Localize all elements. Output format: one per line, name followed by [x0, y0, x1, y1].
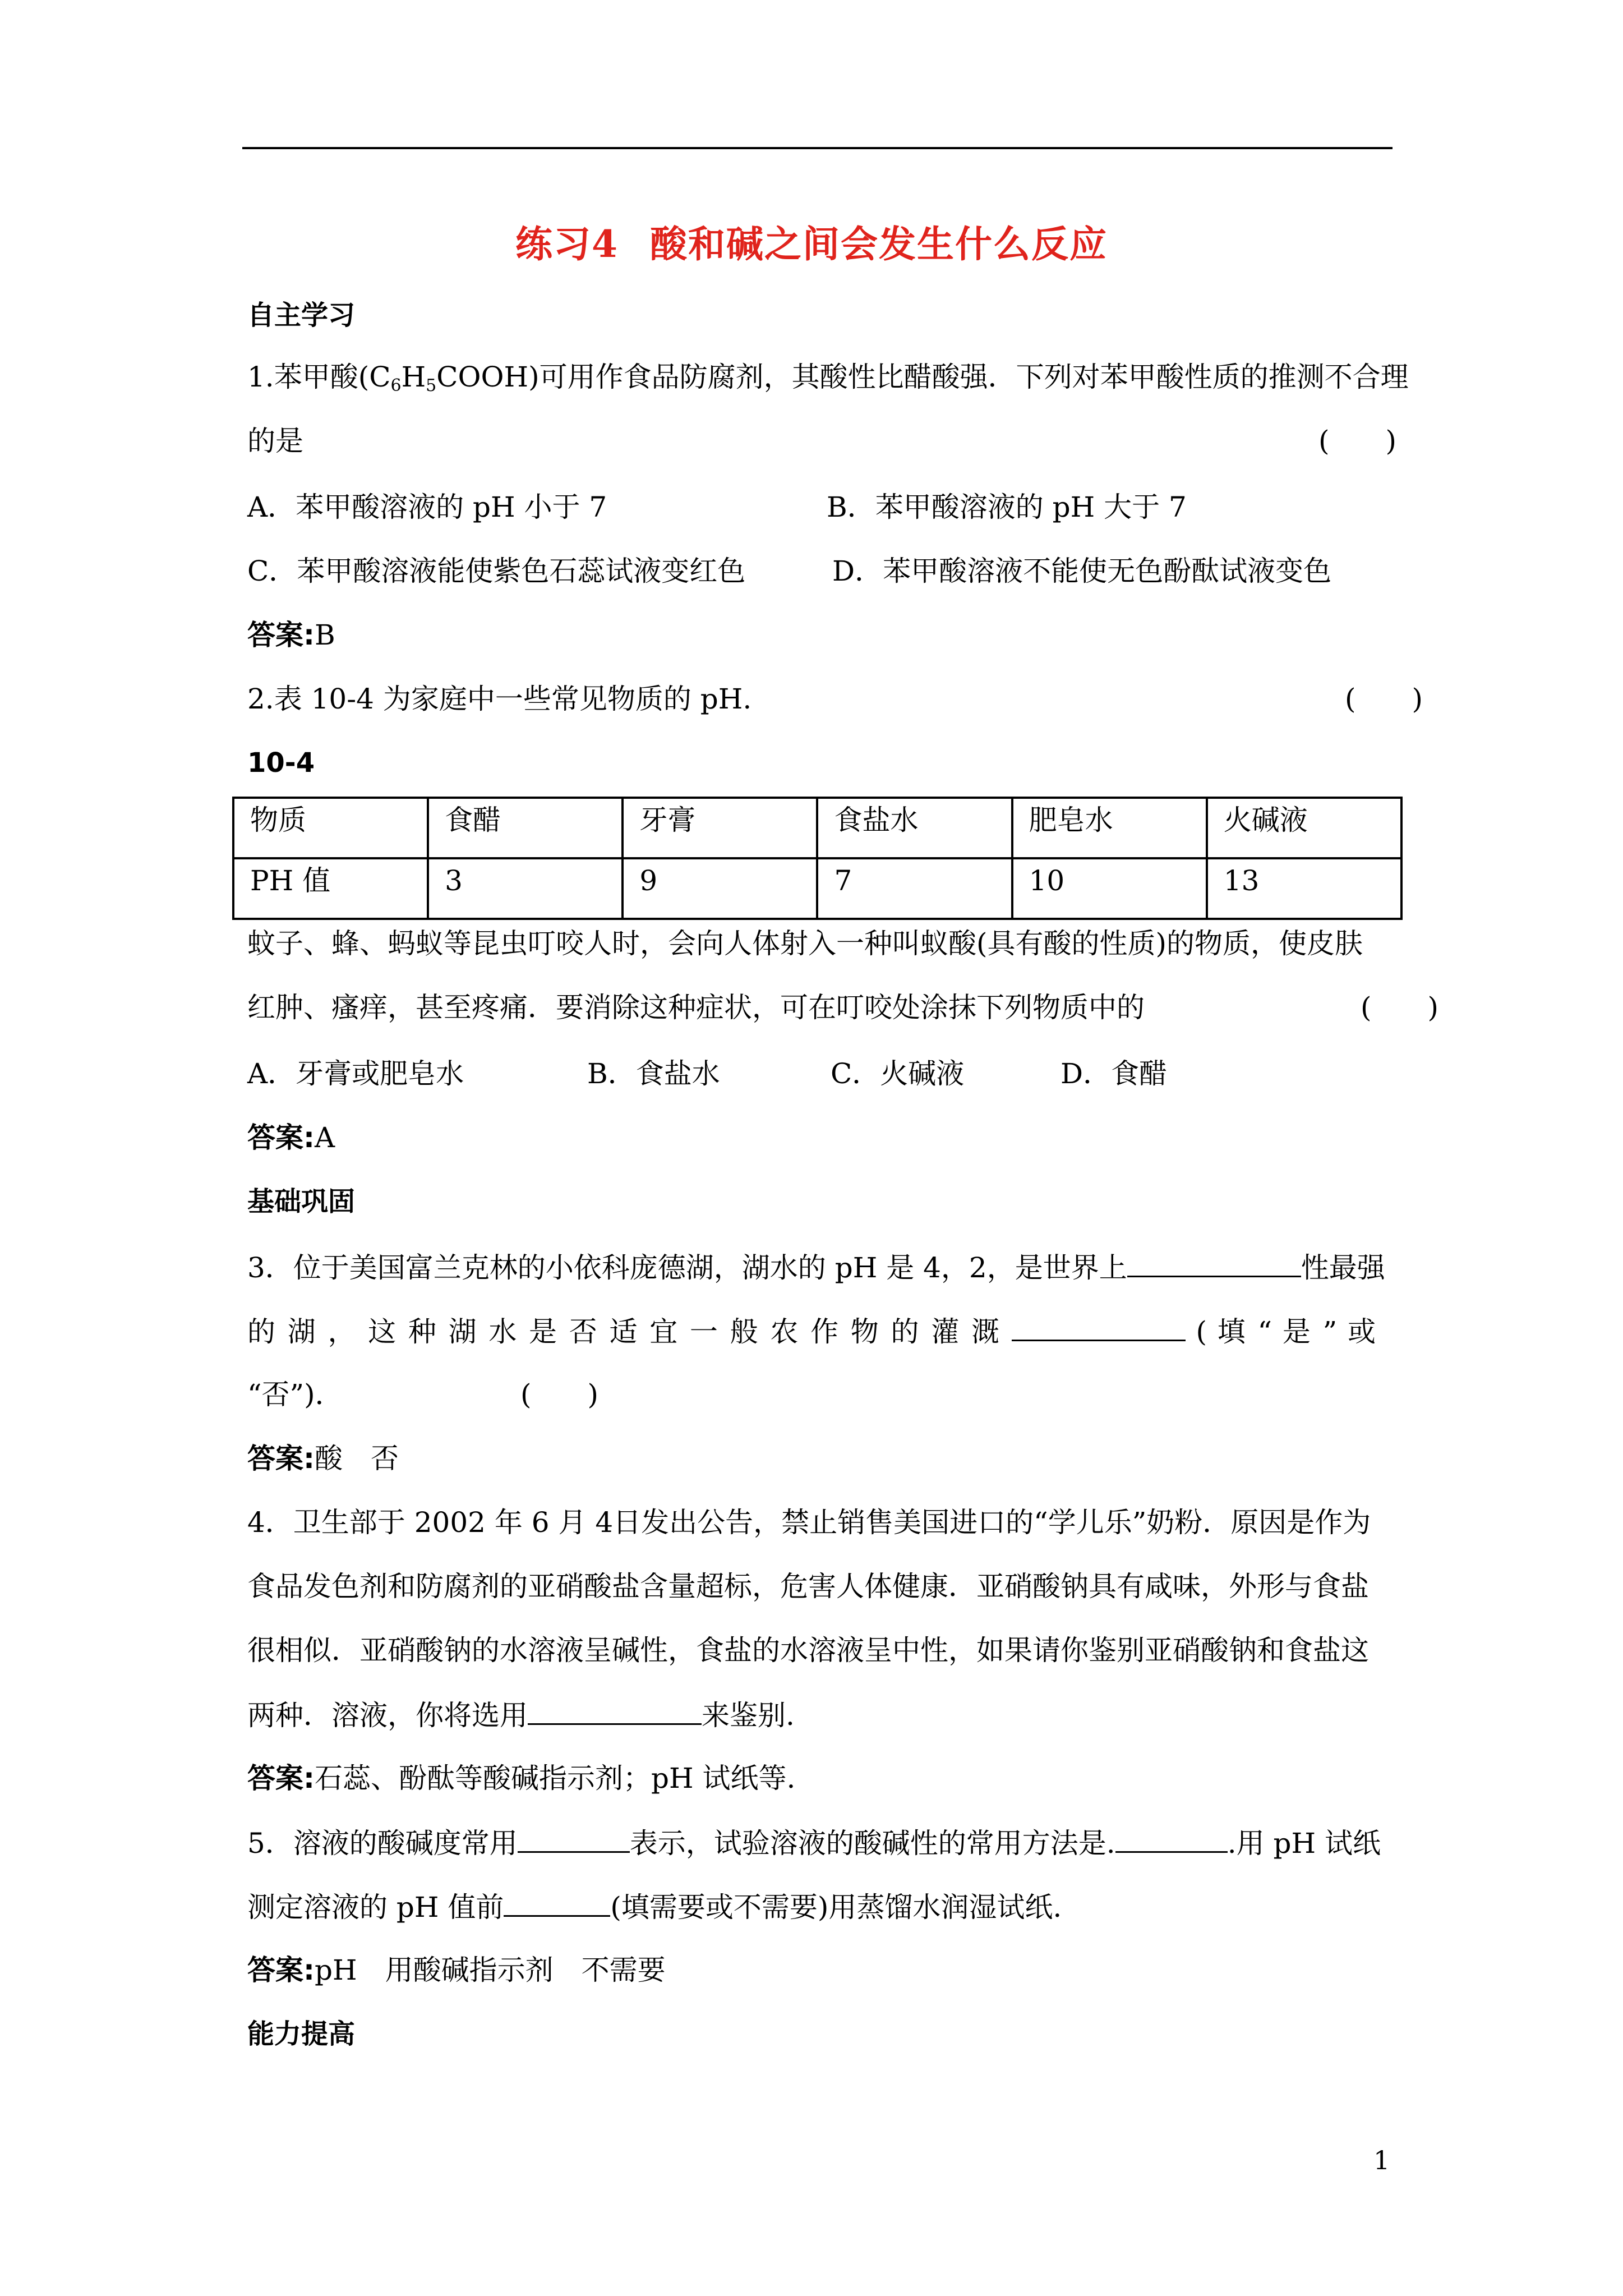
header-rule: [242, 147, 1393, 149]
table-row: [233, 798, 1401, 858]
page-number: 1: [1373, 2145, 1390, 2175]
table-cell: 火碱液: [1207, 798, 1401, 858]
table-cell: 物质: [233, 798, 428, 858]
q2-option-a: A．牙膏或肥皂水: [247, 1057, 464, 1090]
q5-line2: 测定溶液的 pH 值前 (填需要或不需要)用蒸馏水润湿试纸.: [247, 1889, 1062, 1924]
q4-line1: 4．卫生部于 2002 年 6 月 4日发出公告，禁止销售美国进口的“学儿乐”奶粉．原因是作为: [247, 1506, 1371, 1539]
table-caption: 10-4: [247, 747, 315, 779]
table-cell: 食盐水: [817, 798, 1012, 858]
q3-blank-1[interactable]: [1127, 1250, 1301, 1277]
ph-table: [232, 797, 1403, 920]
title-prefix: 练习4: [515, 222, 619, 266]
q5-line1: 5．溶液的酸碱度常用 表示，试验溶液的酸碱性的常用方法是. .用 pH 试纸: [247, 1825, 1381, 1860]
q1-line1: 1.苯甲酸$(C_6H_5COOH)$可用作食品防腐剂，其酸性比醋酸强．下列对苯甲酸性质的推测不合理: [247, 361, 1409, 395]
q2-option-b: B．食盐水: [587, 1057, 720, 1090]
q1-option-b: B．苯甲酸溶液的 pH 大于 7: [827, 491, 1187, 523]
section-heading-basics: 基础巩固: [247, 1186, 356, 1217]
q1-option-c: C．苯甲酸溶液能使紫色石蕊试液变红色: [247, 555, 746, 587]
q4-line4: 两种．溶液，你将选用 来鉴别.: [247, 1697, 795, 1732]
q3-answer-parentheses: ( ): [520, 1378, 599, 1411]
title-main: 酸和碱之间会发生什么反应: [649, 222, 1108, 266]
q1-option-a: A．苯甲酸溶液的 pH 小于 7: [247, 491, 607, 523]
q3-line3: “否”)．: [247, 1378, 343, 1411]
q1-answer: 答案:B: [247, 619, 335, 651]
q5-blank-1[interactable]: [518, 1825, 630, 1853]
q2-line3: 红肿、瘙痒，甚至疼痛．要消除这种症状，可在叮咬处涂抹下列物质中的: [247, 991, 1145, 1024]
q3-blank-2[interactable]: [1012, 1314, 1186, 1341]
q5-blank-3[interactable]: [504, 1889, 610, 1917]
q4-line2: 食品发色剂和防腐剂的亚硝酸盐含量超标，危害人体健康．亚硝酸钠具有咸味，外形与食盐: [247, 1570, 1369, 1603]
q1-line2: 的是: [247, 425, 303, 457]
q5-answer: 答案:pH 用酸碱指示剂 不需要: [247, 1954, 666, 1986]
q1-option-d: D．苯甲酸溶液不能使无色酚酞试液变色: [832, 555, 1332, 587]
q2-answer-parentheses-1: ( ): [1345, 683, 1423, 715]
q2-line2: 蚊子、蜂、蚂蚁等昆虫叮咬人时，会向人体射入一种叫蚁酸(具有酸的性质)的物质，使皮肤: [247, 927, 1363, 960]
q4-line3: 很相似．亚硝酸钠的水溶液呈碱性，食盐的水溶液呈中性，如果请你鉴别亚硝酸钠和食盐这: [247, 1634, 1369, 1667]
table-cell: 食醋: [428, 798, 623, 858]
table-cell: 7: [817, 858, 1012, 919]
section-heading-self-study: 自主学习: [247, 300, 356, 331]
q2-line1: 2.表 10-4 为家庭中一些常见物质的 pH.: [247, 683, 752, 715]
q1-answer-parentheses: ( ): [1318, 425, 1397, 457]
table-cell: 3: [428, 858, 623, 919]
q2-option-d: D．食醋: [1061, 1057, 1168, 1090]
table-cell: 肥皂水: [1012, 798, 1207, 858]
q4-blank[interactable]: [528, 1697, 702, 1725]
table-cell: 13: [1207, 858, 1401, 919]
table-row: [233, 858, 1401, 919]
table-cell: PH 值: [233, 858, 428, 919]
section-heading-advanced: 能力提高: [247, 2018, 356, 2050]
table-cell: 10: [1012, 858, 1207, 919]
q2-answer: 答案:A: [247, 1121, 335, 1154]
q4-answer: 答案:石蕊、酚酞等酸碱指示剂；pH 试纸等.: [247, 1762, 796, 1795]
table-cell: 9: [623, 858, 817, 919]
q3-answer: 答案:酸 否: [247, 1442, 399, 1475]
table-cell: 牙膏: [623, 798, 817, 858]
q3-line1: 3．位于美国富兰克林的小依科庞德湖，湖水的 pH 是 4，2，是世界上 性最强: [247, 1250, 1385, 1285]
q3-line2: 的 湖 ， 这 种 湖 水 是 否 适 宜 一 般 农 作 物 的 灌 溉 ( 填 “ 是 ” 或: [247, 1314, 1376, 1349]
q2-answer-parentheses-2: ( ): [1361, 991, 1439, 1024]
page-title: [0, 214, 1623, 268]
q2-option-c: C．火碱液: [831, 1057, 965, 1090]
q5-blank-2[interactable]: [1115, 1825, 1228, 1853]
